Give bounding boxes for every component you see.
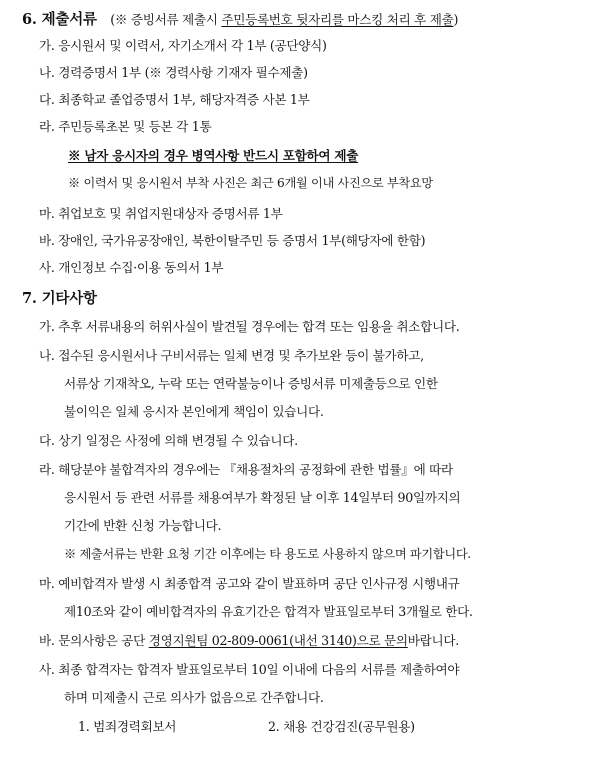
- section7-item-na-line3: 불이익은 일체 응시자 본인에게 책임이 있습니다.: [64, 404, 324, 419]
- section6-item-na: 나. 경력증명서 1부 (※ 경력사항 기재자 필수제출): [39, 65, 308, 80]
- section6-item-sa: 사. 개인정보 수집·이용 동의서 1부: [39, 260, 224, 275]
- contact-post: 바랍니다.: [407, 633, 459, 648]
- section6-item-ra: 라. 주민등록초본 및 등본 각 1통: [39, 119, 212, 134]
- contact-pre: 바. 문의사항은 공단: [39, 633, 149, 648]
- section7-item-sa-line1: 사. 최종 합격자는 합격자 발표일로부터 10일 이내에 다음의 서류를 제출하여야: [39, 662, 460, 677]
- section7-item-ma-line2: 제10조와 같이 예비합격자의 유효기간은 합격자 발표일로부터 3개월로 한다.: [64, 604, 473, 619]
- contact-underlined: 경영지원팀 02-809-0061(내선 3140)으로 문의: [148, 633, 408, 648]
- military-service-note: ※ 남자 응시자의 경우 병역사항 반드시 포함하여 제출: [68, 148, 359, 163]
- photo-note: ※ 이력서 및 응시원서 부착 사진은 최근 6개월 이내 사진으로 부착요망: [68, 176, 433, 190]
- section6-item-ga: 가. 응시원서 및 이력서, 자기소개서 각 1부 (공단양식): [39, 38, 327, 53]
- section7-item-ra-line1: 라. 해당분야 불합격자의 경우에는 『채용절차의 공정화에 관한 법률』에 따라: [39, 462, 453, 477]
- section7-item-ba: [39, 630, 459, 649]
- section6-item-da: 다. 최종학교 졸업증명서 1부, 해당자격증 사본 1부: [39, 92, 310, 107]
- section7-item-sa-line2: 하며 미제출시 근로 의사가 없음으로 간주합니다.: [64, 690, 324, 705]
- section7-item-na-line1: 나. 접수된 응시원서나 구비서류는 일체 변경 및 추가보완 등이 불가하고,: [39, 348, 424, 363]
- section7-item-ra-line2: 응시원서 등 관련 서류를 채용여부가 확정된 날 이후 14일부터 90일까지의: [64, 490, 461, 505]
- section6-heading-line: [22, 8, 458, 29]
- section6-note-underlined: 주민등록번호 뒷자리를 마스킹 처리 후 제출: [221, 12, 454, 27]
- section6-title: 6. 제출서류: [22, 11, 97, 28]
- section7-title: 7. 기타사항: [22, 290, 97, 307]
- section7-item-da: 다. 상기 일정은 사정에 의해 변경될 수 있습니다.: [39, 433, 298, 448]
- section6-item-ma: 마. 취업보호 및 취업지원대상자 증명서류 1부: [39, 206, 283, 221]
- section6-note-post: ): [453, 12, 459, 27]
- section7-item-na-line2: 서류상 기재착오, 누락 또는 연락불능이나 증빙서류 미제출등으로 인한: [64, 376, 438, 391]
- section7-item-ra-line3: 기간에 반환 신청 가능합니다.: [64, 518, 222, 533]
- section7-item-ga: 가. 추후 서류내용의 허위사실이 발견될 경우에는 합격 또는 임용을 취소합니다.: [39, 319, 460, 334]
- section7-item-ma-line1: 마. 예비합격자 발생 시 최종합격 공고와 같이 발표하며 공단 인사규정 시행내규: [39, 576, 460, 591]
- return-note: ※ 제출서류는 반환 요청 기간 이후에는 타 용도로 사용하지 않으며 파기합니다.: [64, 547, 471, 561]
- required-doc-1: 1. 범죄경력회보서: [78, 719, 177, 734]
- required-doc-2: 2. 채용 건강검진(공무원용): [268, 719, 415, 734]
- section6-item-ba: 바. 장애인, 국가유공장애인, 북한이탈주민 등 증명서 1부(해당자에 한함): [39, 233, 426, 248]
- section6-note-pre: (※ 증빙서류 제출시: [110, 12, 222, 27]
